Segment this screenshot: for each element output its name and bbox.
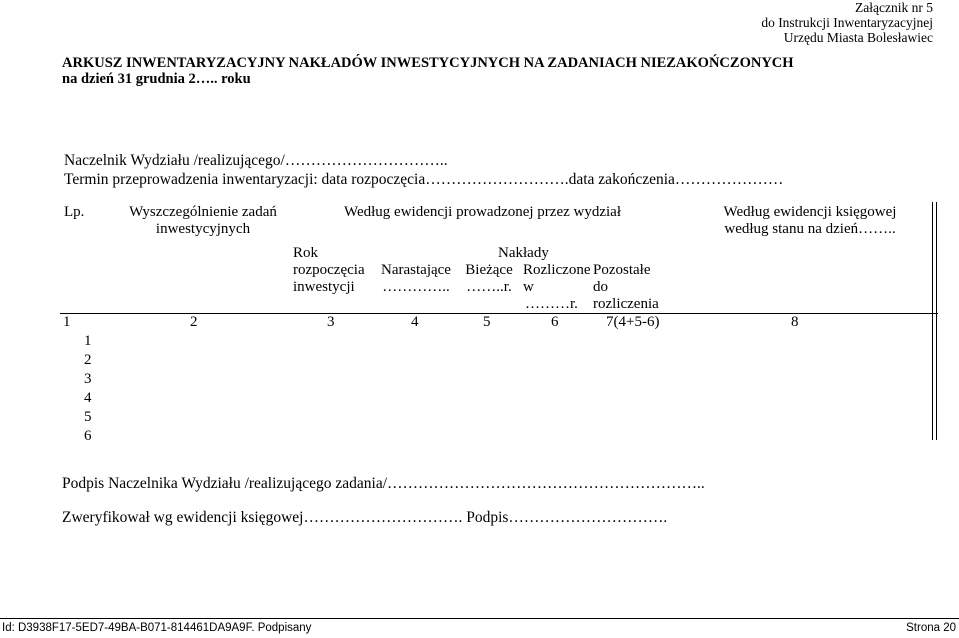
header-lp: Lp. [64,204,85,220]
annex-note [761,0,933,45]
column-number: 6 [551,314,559,330]
head-of-department-field: Naczelnik Wydziału /realizującego/………………………….. [64,152,448,169]
header-accounting-line: według stanu na dzień…….. [724,221,896,237]
footer-rule [0,618,959,619]
header-department-records: Według ewidencji prowadzonej przez wydział [344,204,622,220]
header-cumulative [378,262,454,296]
header-tasks [118,204,288,238]
header-settled [523,262,590,313]
column-number: 7(4+5-6) [606,314,660,330]
header-cumulative-line: Narastające [381,262,451,278]
header-costs: Nakłady [498,245,549,261]
header-remaining-line: rozliczenia [593,296,659,312]
row-number: 1 [84,333,92,349]
header-current-line: ……..r. [466,279,512,295]
column-number: 4 [411,314,419,330]
annex-line: do Instrukcji Inwentaryzacyjnej [761,15,933,30]
title-date-line: na dzień 31 grudnia 2….. roku [62,71,251,87]
column-number: 8 [791,314,799,330]
header-current [460,262,518,296]
table-border-right [932,202,933,440]
document-title [62,55,794,87]
row-number: 2 [84,352,92,368]
document-id: Id: D3938F17-5ED7-49BA-B071-814461DA9A9F. Podpisany [2,622,312,634]
header-accounting-line: Według ewidencji księgowej [723,204,897,220]
row-number: 6 [84,428,92,444]
inventory-period-field: Termin przeprowadzenia inwentaryzacji: data rozpoczęcia……………………….data zakończenia………………… [64,171,784,188]
header-remaining [593,262,659,313]
column-number: 1 [63,314,71,330]
page-number: Strona 20 [906,622,956,634]
header-cumulative-line: ………….. [382,279,450,295]
annex-line: Załącznik nr 5 [855,0,933,15]
table-rule [60,313,938,314]
header-tasks-line: Wyszczególnienie zadań [129,204,277,220]
header-current-line: Bieżące [465,262,513,278]
row-number: 5 [84,409,92,425]
head-signature-field: Podpis Naczelnika Wydziału /realizującego zadania/…………………………………………………….. [62,475,705,492]
header-start-year-line: inwestycji [293,279,355,295]
table-border-right [936,202,937,440]
row-number: 3 [84,371,92,387]
header-remaining-line: Pozostałe [593,262,651,278]
header-accounting-records [710,204,910,238]
column-number: 2 [190,314,198,330]
header-settled-line: ………r. [525,296,578,312]
title-line: ARKUSZ INWENTARYZACYJNY NAKŁADÓW INWESTYCYJNYCH NA ZADANIACH NIEZAKOŃCZONYCH [62,55,794,71]
header-settled-line: Rozliczone [523,262,591,278]
header-start-year [293,245,365,296]
header-remaining-line: do [593,279,608,295]
header-start-year-line: Rok [293,245,319,261]
header-tasks-line: inwestycyjnych [155,221,251,237]
annex-line: Urzędu Miasta Bolesławiec [783,30,933,45]
accounting-verification-field: Zweryfikował wg ewidencji księgowej…………………………. Podpis…………………………. [62,509,668,526]
header-settled-line: w [523,279,534,295]
column-number: 3 [327,314,335,330]
header-start-year-line: rozpoczęcia [293,262,365,278]
row-number: 4 [84,390,92,406]
column-number: 5 [483,314,491,330]
